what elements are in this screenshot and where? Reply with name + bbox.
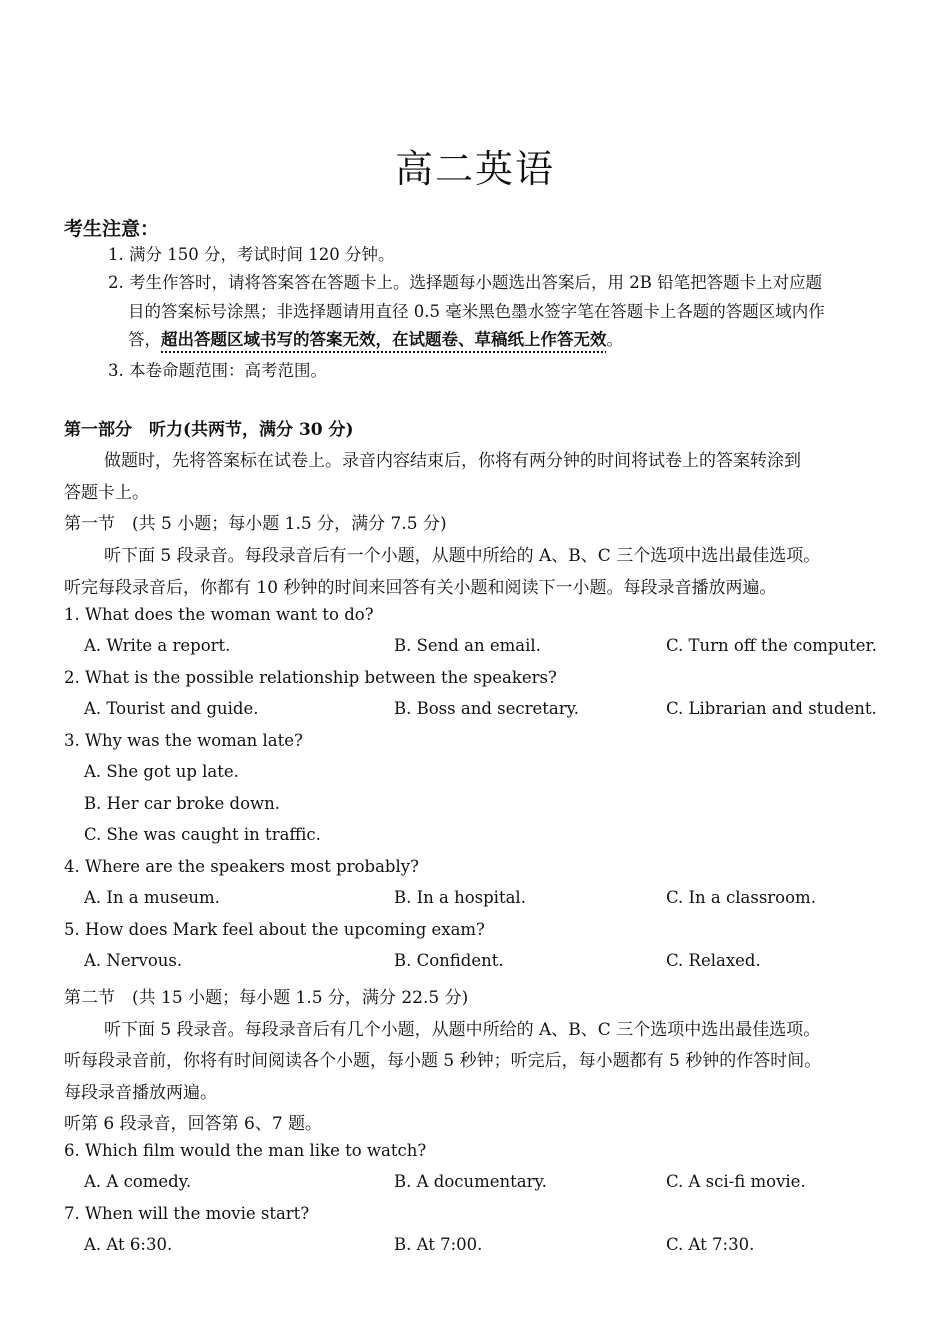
notice-item-1: 1. 满分 150 分，考试时间 120 分钟。 (108, 245, 395, 264)
question-7: 7. When will the movie start? (64, 1204, 310, 1223)
section2-directions-2: 听每段录音前，你将有时间阅读各个小题，每小题 5 秒钟；听完后，每小题都有 5 秒钟的作答时间。 (64, 1051, 822, 1071)
q4-option-a: A. In a museum. (84, 888, 220, 907)
part1-heading: 第一部分 听力(共两节，满分 30 分) (64, 420, 354, 440)
q1-option-a: A. Write a report. (84, 636, 231, 655)
notice-item-2: 2. 考生作答时，请将答案答在答题卡上。选择题每小题选出答案后，用 2B 铅笔把答题卡上对应题 (108, 273, 823, 292)
section2-heading: 第二节 (共 15 小题；每小题 1.5 分，满分 22.5 分) (64, 988, 469, 1008)
q2-option-c: C. Librarian and student. (666, 699, 877, 718)
part1-intro-2: 答题卡上。 (64, 483, 149, 503)
q3-option-a: A. She got up late. (84, 762, 239, 781)
q1-option-c: C. Turn off the computer. (666, 636, 877, 655)
notice-emphasis: 超出答题区域书写的答案无效，在试题卷、草稿纸上作答无效 (161, 330, 607, 349)
q1-option-b: B. Send an email. (394, 636, 541, 655)
question-5: 5. How does Mark feel about the upcoming exam? (64, 920, 485, 939)
section1-directions-1: 听下面 5 段录音。每段录音后有一个小题，从题中所给的 A、B、C 三个选项中选出最佳选项。 (104, 546, 821, 566)
q3-option-b: B. Her car broke down. (84, 794, 280, 813)
q2-option-a: A. Tourist and guide. (84, 699, 259, 718)
q5-option-c: C. Relaxed. (666, 951, 761, 970)
section1-heading: 第一节 (共 5 小题；每小题 1.5 分，满分 7.5 分) (64, 514, 447, 534)
section2-group-6: 听第 6 段录音，回答第 6、7 题。 (64, 1114, 323, 1134)
page-title: 高二英语 (394, 147, 555, 191)
q4-option-c: C. In a classroom. (666, 888, 816, 907)
notice-item-2-cont: 目的答案标号涂黑；非选择题请用直径 0.5 毫米黑色墨水签字笔在答题卡上各题的答题区域内作 (128, 302, 825, 321)
notice-answer-prefix: 答， (128, 330, 161, 349)
notice-period: 。 (606, 330, 623, 349)
notice-heading: 考生注意： (64, 218, 160, 240)
q5-option-b: B. Confident. (394, 951, 504, 970)
q6-option-a: A. A comedy. (84, 1172, 192, 1191)
notice-item-3: 3. 本卷命题范围：高考范围。 (108, 361, 327, 380)
question-2: 2. What is the possible relationship between the speakers? (64, 668, 557, 687)
q2-option-b: B. Boss and secretary. (394, 699, 579, 718)
q6-option-b: B. A documentary. (394, 1172, 547, 1191)
q7-option-b: B. At 7:00. (394, 1235, 483, 1254)
q7-option-c: C. At 7:30. (666, 1235, 755, 1254)
q7-option-a: A. At 6:30. (84, 1235, 173, 1254)
question-4: 4. Where are the speakers most probably? (64, 857, 419, 876)
q4-option-b: B. In a hospital. (394, 888, 526, 907)
q3-option-c: C. She was caught in traffic. (84, 825, 321, 844)
question-6: 6. Which film would the man like to watch? (64, 1141, 427, 1160)
section2-directions-3: 每段录音播放两遍。 (64, 1083, 217, 1103)
section1-directions-2: 听完每段录音后，你都有 10 秒钟的时间来回答有关小题和阅读下一小题。每段录音播放两遍。 (64, 578, 777, 598)
notice-item-2-end (128, 329, 623, 351)
part1-intro-1: 做题时，先将答案标在试卷上。录音内容结束后，你将有两分钟的时间将试卷上的答案转涂到 (104, 451, 801, 471)
question-1: 1. What does the woman want to do? (64, 605, 374, 624)
q5-option-a: A. Nervous. (84, 951, 183, 970)
q6-option-c: C. A sci-fi movie. (666, 1172, 806, 1191)
question-3: 3. Why was the woman late? (64, 731, 303, 750)
section2-directions-1: 听下面 5 段录音。每段录音后有几个小题，从题中所给的 A、B、C 三个选项中选出最佳选项。 (104, 1020, 821, 1040)
